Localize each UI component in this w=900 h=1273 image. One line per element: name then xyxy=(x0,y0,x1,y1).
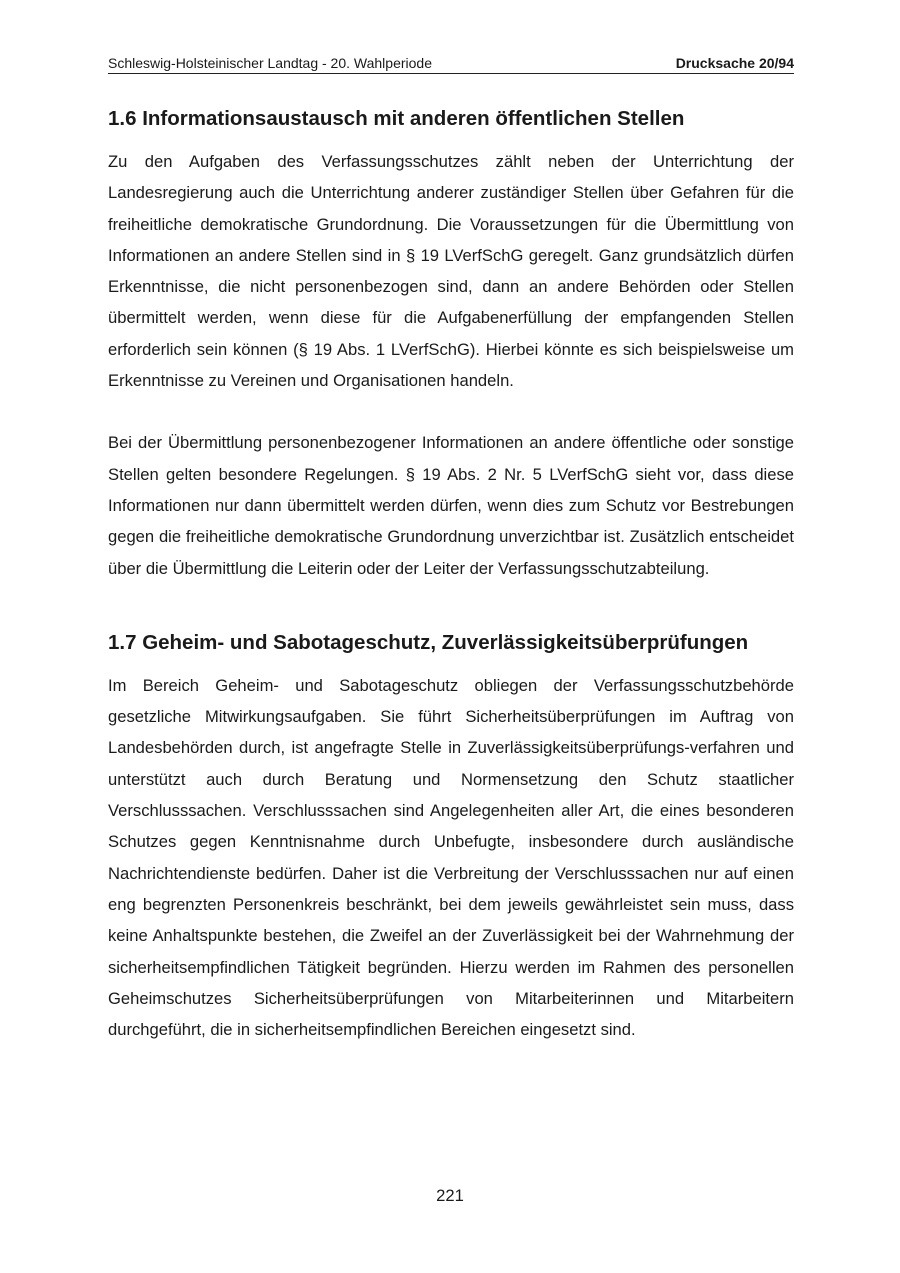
page-header xyxy=(108,54,794,74)
header-title: Schleswig-Holsteinischer Landtag - 20. Wahlperiode xyxy=(108,55,432,71)
section-heading-1-6: 1.6 Informationsaustausch mit anderen öffentlichen Stellen xyxy=(108,107,685,130)
page-number: 221 xyxy=(436,1186,464,1205)
document-number: Drucksache 20/94 xyxy=(675,55,794,71)
section-1-6-paragraph-2: Bei der Übermittlung personenbezogener Informationen an andere öffentliche oder sonstige Stellen gelten besondere Regelungen. § 19 Abs. 2 Nr. 5 LVerfSchG sieht vor, dass diese Informationen nur dann übermittelt werden dürfen, wenn dies zum Schutz vor Bestrebungen gegen die freiheitliche demokratische Grundordnung unverzichtbar ist. Zusätzlich entscheidet über die Übermittlung die Leiterin oder der Leiter der Verfassungsschutzabteilung. xyxy=(108,433,794,578)
section-1-7-paragraph-1: Im Bereich Geheim- und Sabotageschutz obliegen der Verfassungsschutzbehörde gesetzliche Mitwirkungsaufgaben. Sie führt Sicherheitsüberprüfungen im Auftrag von Landesbehörden durch, ist angefragte Stelle in Zuverlässigkeitsüberprüfungs-verfahren und unterstützt auch durch Beratung und Normensetzung den Schutz staatlicher Verschlusssachen. Verschlusssachen sind Angelegenheiten aller Art, die eines besonderen Schutzes gegen Kenntnisnahme durch Unbefugte, insbesondere durch ausländische Nachrichtendienste bedürfen. Daher ist die Verbreitung der Verschlusssachen nur auf einen eng begrenzten Personenkreis beschränkt, bei dem jeweils gewährleistet sein muss, dass keine Anhaltspunkte bestehen, die Zweifel an der Zuverlässigkeit bei der Wahrnehmung der sicherheitsempfindlichen Tätigkeit begründen. Hierzu werden im Rahmen des personellen Geheimschutzes Sicherheitsüberprüfungen von Mitarbeiterinnen und Mitarbeitern durchgeführt, die in sicherheitsempfindlichen Bereichen eingesetzt sind. xyxy=(108,675,794,1040)
section-heading-1-7: 1.7 Geheim- und Sabotageschutz, Zuverlässigkeitsüberprüfungen xyxy=(108,630,749,654)
section-1-6-paragraph-1: Zu den Aufgaben des Verfassungsschutzes zählt neben der Unterrichtung der Landesregierung auch die Unterrichtung anderer zuständiger Stellen über Gefahren für die freiheitliche demokratische Grundordnung. Die Voraussetzungen für die Übermittlung von Informationen an andere Stellen sind in § 19 LVerfSchG geregelt. Ganz grundsätzlich dürfen Erkenntnisse, die nicht personenbezogen sind, dann an andere Behörden oder Stellen übermittelt werden, wenn diese für die Aufgabenerfüllung der empfangenden Stellen erforderlich sein können (§ 19 Abs. 1 LVerfSchG). Hierbei könnte es sich beispielsweise um Erkenntnisse zu Vereinen und Organisationen handeln. xyxy=(108,152,794,391)
main-content xyxy=(108,104,794,1045)
